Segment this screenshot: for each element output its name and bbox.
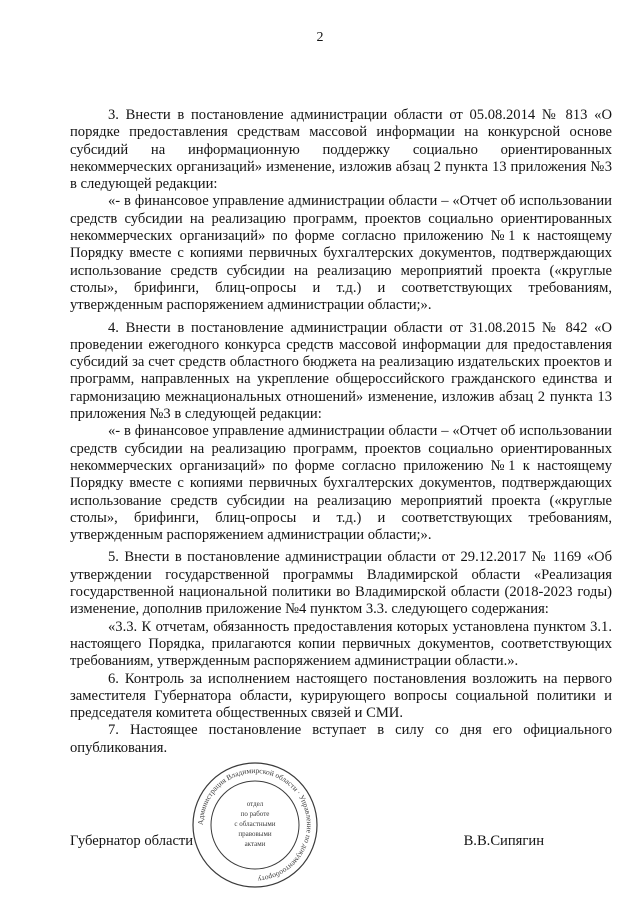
stamp-line: отдел [246,800,264,808]
stamp-ring-text: Администрация Владимирской области · Управление по документообороту [195,765,315,884]
paragraph-5: 5. Внести в постановление администрации области от 29.12.2017 № 1169 «Об утверждении государственной программы Владимирской области «Реализация государственной национальной политики во Владимирской области (2018-2023 годы) изменение, дополнив приложение №4 пунктом 3.3. следующего содержания: [70,549,612,618]
paragraph-6: 6. Контроль за исполнением настоящего постановления возложить на первого заместителя Губернатора области, курирующего вопросы социальной политики и председателя комитета общественных связей и СМИ. [70,670,612,722]
stamp-line: с областными [234,820,276,828]
paragraph-3-quote: «- в финансовое управление администрации области – «Отчет об использовании средств субсидии на реализацию программ, проектов социально ориентированных некоммерческих организаций» по форме согласно приложению №1 к настоящему Порядку вместе с копиями первичных бухгалтерских документов, подтверждающих использование средств субсидии на реализацию мероприятий проекта («круглые столы», брифинги, блиц-опросы и т.д.) и соответствующих требованиям, утвержденным распоряжением администрации области;». [70,193,612,314]
signatory-title: Губернатор области [70,833,194,849]
paragraph-4-quote: «- в финансовое управление администрации области – «Отчет об использовании средств субсидии на реализацию программ, проектов социально ориентированных некоммерческих организаций» по форме согласно приложению №1 к настоящему Порядку вместе с копиями первичных бухгалтерских документов, подтверждающих использование средств субсидии на реализацию мероприятий проекта («круглые столы», брифинги, блиц-опросы и т.д.) и соответствующих требованиям, утвержденным распоряжением администрации области;». [70,423,612,544]
paragraph-7: 7. Настоящее постановление вступает в силу со дня его официального опубликования. [70,722,612,756]
page-number: 2 [316,30,324,45]
stamp-line: по работе [240,810,270,818]
paragraph-3: 3. Внести в постановление администрации области от 05.08.2014 № 813 «О порядке предоставления средствам массовой информации на конкурсной основе субсидий на информационную поддержку социально ориентированных некоммерческих организаций» изменение, изложив абзац 2 пункта 13 приложения №3 в следующей редакции: [70,107,612,193]
signatory-name: В.В.Сипягин [463,833,544,849]
document-body [70,107,612,757]
stamp-line: актами [244,840,266,848]
paragraph-4: 4. Внести в постановление администрации области от 31.08.2015 № 842 «О проведении ежегодного конкурса средств массовой информации для предоставления субсидий за счет средств областного бюджета на реализацию издательских проектов и программ, направленных на укрепление общероссийского гражданского единства и гармонизацию межнациональных отношений» изменение, изложив абзац 2 пункта 13 приложения №3 в следующей редакции: [70,319,612,423]
official-stamp [190,760,320,890]
signature-block [70,833,612,853]
stamp-line: правовыми [238,830,272,838]
paragraph-5-quote: «3.3. К отчетам, обязанность предоставления которых установлена пунктом 3.1. настоящего Порядка, прилагаются копии первичных документов, соответствующих требованиям, утвержденным распоряжением администрации области.». [70,618,612,670]
